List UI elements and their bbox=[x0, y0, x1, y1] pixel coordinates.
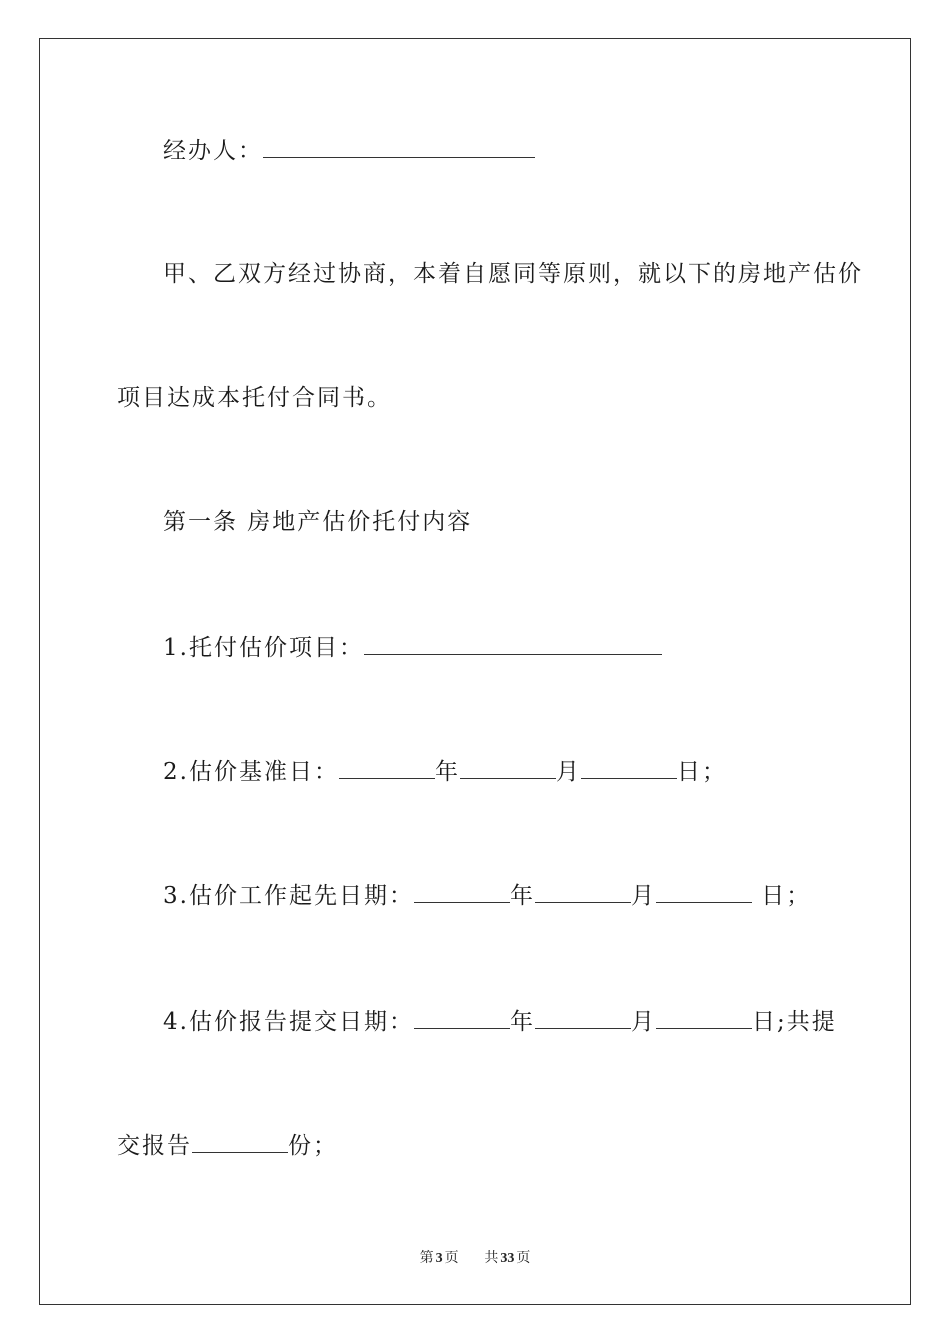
item-3-day-unit: 日； bbox=[751, 883, 812, 909]
total-count: 33 bbox=[500, 1251, 515, 1266]
item-4-year-blank[interactable] bbox=[414, 1008, 510, 1029]
item-1-label: 1.托付估价项目： bbox=[163, 635, 364, 661]
copies-unit: 份； bbox=[288, 1133, 338, 1159]
item-3-month-unit: 月 bbox=[630, 883, 656, 909]
agent-label: 经办人： bbox=[163, 138, 263, 164]
intro-line-2: 项目达成本托付合同书。 bbox=[117, 385, 392, 411]
item-4-month-unit: 月 bbox=[630, 1009, 656, 1035]
item-2-day-blank[interactable] bbox=[581, 758, 677, 779]
article-1-title: 第一条 房地产估价托付内容 bbox=[163, 509, 473, 535]
page-suffix: 页 bbox=[444, 1250, 459, 1266]
item-4-year-unit: 年 bbox=[509, 1009, 535, 1035]
item-4-cont-label: 交报告 bbox=[117, 1133, 192, 1159]
page-prefix: 第 bbox=[419, 1250, 434, 1266]
item-3-year-unit: 年 bbox=[509, 883, 535, 909]
page-number bbox=[418, 1250, 461, 1266]
item-2-year-unit: 年 bbox=[434, 759, 460, 785]
item-2-day-unit: 日； bbox=[676, 759, 727, 785]
item-2-label: 2.估价基准日： bbox=[163, 759, 339, 785]
intro-line-1: 甲、乙双方经过协商，本着自愿同等原则，就以下的房地产估价 bbox=[163, 261, 863, 287]
item-3-label: 3.估价工作起先日期： bbox=[163, 883, 414, 909]
item-3-day-blank[interactable] bbox=[656, 882, 752, 903]
item-4-continuation bbox=[117, 1132, 338, 1160]
item-2-line bbox=[163, 758, 727, 786]
agent-blank[interactable] bbox=[263, 137, 535, 158]
item-4-label: 4.估价报告提交日期： bbox=[163, 1009, 414, 1035]
copies-blank[interactable] bbox=[192, 1132, 288, 1153]
item-3-line bbox=[163, 882, 811, 910]
item-1-line bbox=[163, 634, 662, 662]
item-4-day-blank[interactable] bbox=[656, 1008, 752, 1029]
page-footer bbox=[0, 1247, 950, 1267]
page-frame bbox=[39, 38, 911, 1305]
item-4-line bbox=[163, 1008, 837, 1036]
page-total bbox=[482, 1250, 532, 1266]
item-2-month-unit: 月 bbox=[555, 759, 581, 785]
item-2-year-blank[interactable] bbox=[339, 758, 435, 779]
total-prefix: 共 bbox=[484, 1250, 499, 1266]
page-current: 3 bbox=[435, 1251, 443, 1266]
item-4-day-unit: 日;共提 bbox=[751, 1009, 837, 1035]
item-3-month-blank[interactable] bbox=[535, 882, 631, 903]
agent-line bbox=[163, 137, 535, 165]
item-4-month-blank[interactable] bbox=[535, 1008, 631, 1029]
item-1-blank[interactable] bbox=[364, 634, 662, 655]
item-2-month-blank[interactable] bbox=[460, 758, 556, 779]
item-3-year-blank[interactable] bbox=[414, 882, 510, 903]
total-suffix: 页 bbox=[516, 1250, 531, 1266]
